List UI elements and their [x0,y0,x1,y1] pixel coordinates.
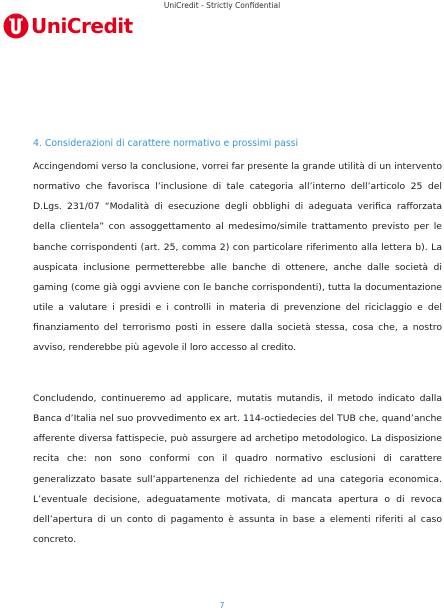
body-paragraph-1: Accingendomi verso la conclusione, vorrei far presente la grande utilità di un intervento normativo che favorisca l’inclusione di tale categoria all’interno dell’articolo 25 del D.Lgs. 231/07 “Modalità di esecuzione degli obblighi di adeguata verifica rafforzata della clientela” con assoggettamento al medesimo/simile trattamento previsto per le banche corrispondenti (art. 25, comma 2) con particolare riferimento alla lettera b). La auspicata inclusione permetterebbe alle banche di ottenere, anche dalle società di gaming (come già oggi avviene con le banche corrispondenti), tutta la documentazione utile a valutare i presidi e i controlli in materia di prevenzione del riciclaggio e del finanziamento del terrorismo posti in essere dalla società stessa, cosa che, a nostro avviso, renderebbe più agevole il loro accesso al credito. [33,161,442,354]
unicredit-logo [3,13,133,39]
confidentiality-note: UniCredit - Strictly Confidential [163,1,281,10]
logo-wordmark: UniCredit [31,14,133,38]
section-heading: 4. Considerazioni di carattere normativo e prossimi passi [33,138,299,149]
unicredit-logo-icon [3,13,29,39]
body-paragraph-2: Concludendo, continueremo ad applicare, mutatis mutandis, il metodo indicato dalla Banca d’Italia nel suo provvedimento ex art. 114-octiedecies del TUB che, quand’anche afferente diversa fattispecie, può assurgere ad archetipo metodologico. La disposizione recita che: non sono conformi con il quadro normativo esclusioni di carattere generalizzato basate sull’appartenenza del richiedente ad una categoria economica. L’eventuale decisione, adeguatamente motivata, di mancata apertura o di revoca dell’apertura di un conto di pagamento è assunta in base a elementi riferiti al caso concreto. [33,393,442,546]
page-number: 7 [219,601,225,610]
